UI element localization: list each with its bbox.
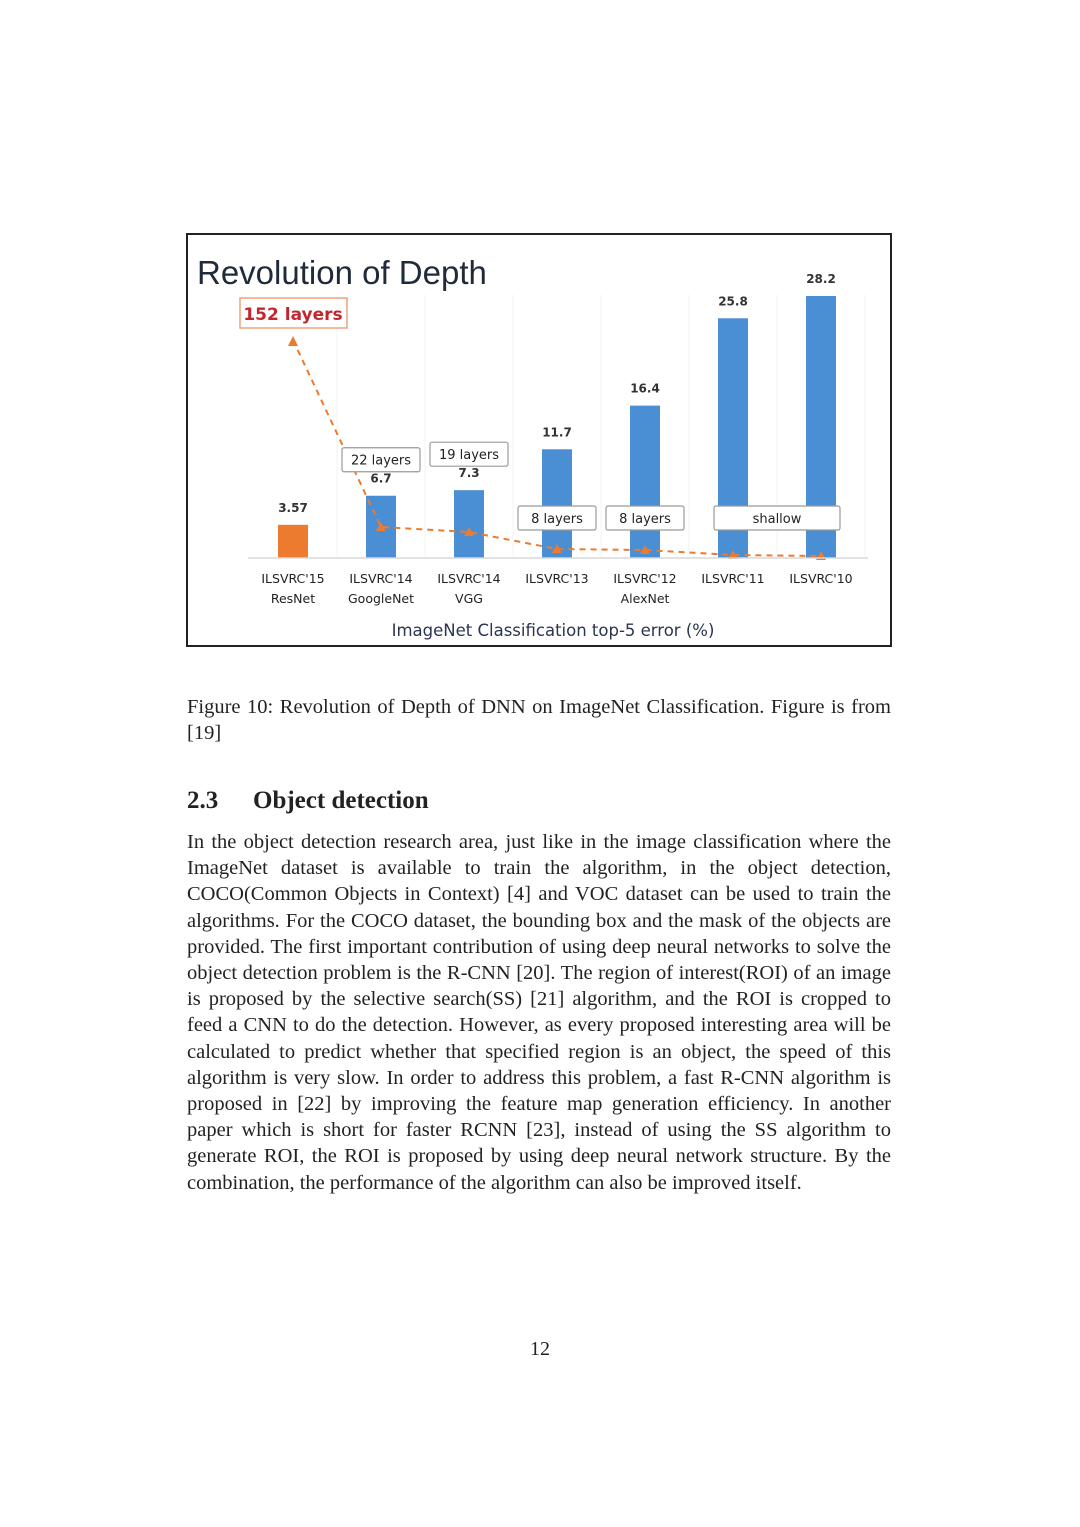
section-number: 2.3 — [187, 787, 219, 814]
x-tick-sublabel-2: VGG — [455, 591, 483, 606]
x-tick-label-3: ILSVRC'13 — [525, 571, 589, 586]
depth-label-1: 19 layers — [438, 448, 500, 464]
bar-3 — [542, 449, 572, 558]
depth-label-3: 8 layers — [619, 512, 671, 527]
highlight-label: 152 layers — [243, 305, 343, 325]
depth-label-2: 8 layers — [531, 512, 583, 527]
x-tick-label-2: ILSVRC'14 — [437, 571, 501, 586]
section-heading — [187, 785, 429, 817]
x-tick-label-5: ILSVRC'11 — [701, 571, 765, 586]
figure-caption: Figure 10: Revolution of Depth of DNN on ImageNet Classification. Figure is from [19] — [187, 696, 891, 744]
x-tick-label-4: ILSVRC'12 — [613, 571, 677, 586]
value-label-3: 11.7 — [542, 425, 572, 440]
value-label-1: 6.7 — [370, 471, 392, 486]
x-tick-label-0: ILSVRC'15 — [261, 571, 325, 586]
value-label-5: 25.8 — [718, 294, 748, 309]
x-tick-sublabel-1: GoogleNet — [347, 591, 415, 606]
x-axis-label: ImageNet Classification top-5 error (%) — [391, 621, 715, 640]
x-tick-sublabel-0: ResNet — [270, 591, 316, 606]
body-paragraph: In the object detection research area, just like in the image classification where the ImageNet dataset is available to train the algorithm, in the object detection, COCO(Common Objects in Context) [4] and VOC dataset can be used to train the algorithms. For the COCO dataset, the bounding box and the mask of the objects are provided. The first important contribution of using deep neural networks to solve the object detection problem is the R-CNN [20]. The region of interest(ROI) of an image is proposed by the selective search(SS) [21] algorithm, and the ROI is cropped to feed a CNN to do the detection. However, as every proposed interesting area will be calculated to predict whether that specified region is an object, the speed of this algorithm is very slow. In order to address this problem, a fast R-CNN algorithm is proposed in [22] by improving the feature map generation efficiency. In another paper which is short for faster RCNN [23], instead of using the SS algorithm to generate ROI, the ROI is proposed by using deep neural network structure. By the combination, the performance of the algorithm can also be improved itself. — [187, 831, 891, 1194]
chart-title: Revolution of Depth — [197, 254, 487, 291]
highlight-annotation — [240, 298, 347, 328]
figure-revolution-of-depth — [186, 233, 892, 647]
x-tick-label-1: ILSVRC'14 — [349, 571, 413, 586]
x-tick-label-6: ILSVRC'10 — [789, 571, 853, 586]
bar-0 — [278, 525, 308, 558]
section-title: Object detection — [253, 787, 429, 814]
value-label-0: 3.57 — [278, 500, 308, 515]
trend-arrowhead — [288, 336, 298, 346]
depth-label-0: 22 layers — [350, 453, 412, 469]
page-number: 12 — [530, 1338, 550, 1360]
bar-chart — [188, 235, 890, 645]
value-label-6: 28.2 — [806, 271, 836, 286]
depth-label-4: shallow — [752, 512, 802, 527]
x-tick-sublabel-4: AlexNet — [620, 591, 670, 606]
bar-4 — [630, 406, 660, 558]
value-label-4: 16.4 — [630, 381, 660, 396]
bar-2 — [454, 490, 484, 558]
value-label-2: 7.3 — [458, 466, 480, 481]
